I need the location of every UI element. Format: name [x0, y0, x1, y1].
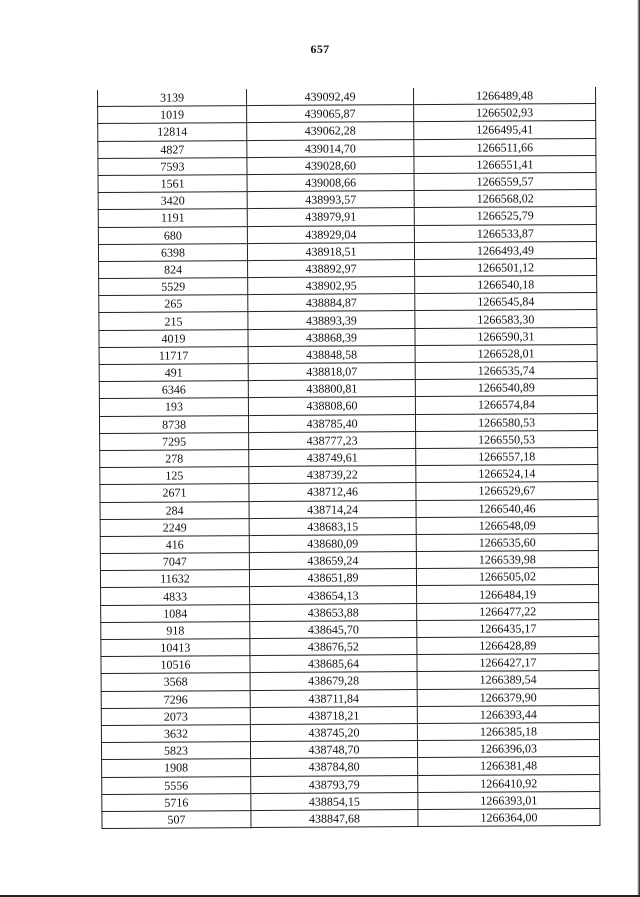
y-coordinate-cell: 1266495,41 — [414, 121, 596, 139]
y-coordinate-cell: 1266568,02 — [414, 190, 596, 208]
x-coordinate-cell: 438979,91 — [247, 208, 414, 226]
point-number-cell: 278 — [100, 450, 249, 468]
x-coordinate-cell: 438679,28 — [250, 672, 417, 690]
x-coordinate-cell: 438868,39 — [248, 328, 415, 346]
y-coordinate-cell: 1266502,93 — [414, 104, 596, 122]
x-coordinate-cell: 439065,87 — [247, 105, 414, 123]
point-number-cell: 3139 — [97, 89, 246, 107]
y-coordinate-cell: 1266583,30 — [415, 310, 597, 328]
x-coordinate-cell: 438683,15 — [249, 517, 416, 535]
y-coordinate-cell: 1266548,09 — [416, 516, 598, 534]
y-coordinate-cell: 1266364,00 — [418, 808, 600, 826]
x-coordinate-cell: 438902,95 — [248, 277, 415, 295]
x-coordinate-cell: 438800,81 — [248, 380, 415, 398]
point-number-cell: 1561 — [98, 175, 247, 193]
y-coordinate-cell: 1266529,67 — [416, 482, 598, 500]
point-number-cell: 284 — [100, 501, 249, 519]
y-coordinate-cell: 1266557,18 — [416, 447, 598, 465]
point-number-cell: 8738 — [99, 415, 248, 433]
x-coordinate-cell: 438676,52 — [250, 638, 417, 656]
x-coordinate-cell: 438854,15 — [251, 792, 418, 810]
point-number-cell: 5556 — [102, 776, 251, 794]
point-number-cell: 680 — [98, 226, 247, 244]
y-coordinate-cell: 1266389,54 — [417, 671, 599, 689]
y-coordinate-cell: 1266381,48 — [418, 757, 600, 775]
point-number-cell: 5823 — [101, 742, 250, 760]
y-coordinate-cell: 1266545,84 — [415, 293, 597, 311]
y-coordinate-cell: 1266427,17 — [417, 654, 599, 672]
y-coordinate-cell: 1266505,02 — [416, 568, 598, 586]
point-number-cell: 12814 — [98, 123, 247, 141]
point-number-cell: 1084 — [101, 604, 250, 622]
y-coordinate-cell: 1266559,57 — [414, 172, 596, 190]
y-coordinate-cell: 1266590,31 — [415, 327, 597, 345]
y-coordinate-cell: 1266580,53 — [415, 413, 597, 431]
y-coordinate-cell: 1266477,22 — [417, 602, 599, 620]
point-number-cell: 10516 — [101, 656, 250, 674]
point-number-cell: 918 — [101, 621, 250, 639]
point-number-cell: 215 — [99, 312, 248, 330]
x-coordinate-cell: 438745,20 — [250, 723, 417, 741]
coordinates-table — [97, 87, 601, 829]
x-coordinate-cell: 438929,04 — [247, 225, 414, 243]
x-coordinate-cell: 438749,61 — [249, 448, 416, 466]
y-coordinate-cell: 1266540,46 — [416, 499, 598, 517]
x-coordinate-cell: 438653,88 — [250, 603, 417, 621]
point-number-cell: 7593 — [98, 157, 247, 175]
point-number-cell: 1908 — [102, 759, 251, 777]
point-number-cell: 5716 — [102, 793, 251, 811]
x-coordinate-cell: 438993,57 — [247, 191, 414, 209]
y-coordinate-cell: 1266539,98 — [416, 551, 598, 569]
y-coordinate-cell: 1266396,03 — [417, 740, 599, 758]
y-coordinate-cell: 1266484,19 — [417, 585, 599, 603]
point-number-cell: 2073 — [101, 707, 250, 725]
y-coordinate-cell: 1266528,01 — [415, 344, 597, 362]
page-number: 657 — [310, 42, 330, 56]
point-number-cell: 7295 — [100, 432, 249, 450]
coordinates-table-body — [97, 87, 600, 829]
x-coordinate-cell: 438714,24 — [249, 500, 416, 518]
y-coordinate-cell: 1266393,44 — [417, 705, 599, 723]
point-number-cell: 125 — [100, 467, 249, 485]
y-coordinate-cell: 1266540,89 — [415, 379, 597, 397]
x-coordinate-cell: 438680,09 — [249, 534, 416, 552]
x-coordinate-cell: 438848,58 — [248, 345, 415, 363]
x-coordinate-cell: 438739,22 — [249, 466, 416, 484]
x-coordinate-cell: 438712,46 — [249, 483, 416, 501]
y-coordinate-cell: 1266501,12 — [415, 258, 597, 276]
x-coordinate-cell: 438685,64 — [250, 655, 417, 673]
y-coordinate-cell: 1266435,17 — [417, 619, 599, 637]
point-number-cell: 7296 — [101, 690, 250, 708]
x-coordinate-cell: 438918,51 — [247, 242, 414, 260]
point-number-cell: 824 — [99, 260, 248, 278]
point-number-cell: 5529 — [99, 278, 248, 296]
y-coordinate-cell: 1266535,74 — [415, 361, 597, 379]
x-coordinate-cell: 438748,70 — [250, 741, 417, 759]
point-number-cell: 3568 — [101, 673, 250, 691]
y-coordinate-cell: 1266551,41 — [414, 155, 596, 173]
point-number-cell: 416 — [100, 535, 249, 553]
point-number-cell: 10413 — [101, 639, 250, 657]
x-coordinate-cell: 438893,39 — [248, 311, 415, 329]
x-coordinate-cell: 438847,68 — [251, 809, 418, 827]
point-number-cell: 4019 — [99, 329, 248, 347]
point-number-cell: 507 — [102, 810, 251, 828]
point-number-cell: 2671 — [100, 484, 249, 502]
x-coordinate-cell: 438659,24 — [249, 552, 416, 570]
x-coordinate-cell: 438793,79 — [251, 775, 418, 793]
x-coordinate-cell: 438884,87 — [248, 294, 415, 312]
x-coordinate-cell: 438808,60 — [248, 397, 415, 415]
y-coordinate-cell: 1266428,89 — [417, 636, 599, 654]
point-number-cell: 265 — [99, 295, 248, 313]
y-coordinate-cell: 1266540,18 — [415, 276, 597, 294]
x-coordinate-cell: 439008,66 — [247, 174, 414, 192]
y-coordinate-cell: 1266379,90 — [417, 688, 599, 706]
y-coordinate-cell: 1266385,18 — [417, 722, 599, 740]
point-number-cell: 3420 — [98, 192, 247, 210]
x-coordinate-cell: 439062,28 — [247, 122, 414, 140]
point-number-cell: 2249 — [100, 518, 249, 536]
point-number-cell: 3632 — [101, 725, 250, 743]
point-number-cell: 6398 — [98, 243, 247, 261]
x-coordinate-cell: 438818,07 — [248, 363, 415, 381]
y-coordinate-cell: 1266535,60 — [416, 533, 598, 551]
x-coordinate-cell: 439092,49 — [246, 88, 413, 106]
x-coordinate-cell: 438711,84 — [250, 689, 417, 707]
point-number-cell: 193 — [99, 398, 248, 416]
x-coordinate-cell: 438651,89 — [249, 569, 416, 587]
y-coordinate-cell: 1266550,53 — [416, 430, 598, 448]
point-number-cell: 1019 — [98, 106, 247, 124]
point-number-cell: 4833 — [101, 587, 250, 605]
y-coordinate-cell: 1266511,66 — [414, 138, 596, 156]
y-coordinate-cell: 1266393,01 — [418, 791, 600, 809]
y-coordinate-cell: 1266524,14 — [416, 465, 598, 483]
x-coordinate-cell: 438892,97 — [248, 259, 415, 277]
point-number-cell: 6346 — [99, 381, 248, 399]
y-coordinate-cell: 1266533,87 — [414, 224, 596, 242]
y-coordinate-cell: 1266410,92 — [418, 774, 600, 792]
y-coordinate-cell: 1266574,84 — [415, 396, 597, 414]
x-coordinate-cell: 439028,60 — [247, 156, 414, 174]
x-coordinate-cell: 438784,80 — [251, 758, 418, 776]
y-coordinate-cell: 1266489,48 — [413, 87, 595, 105]
x-coordinate-cell: 438718,21 — [250, 706, 417, 724]
point-number-cell: 491 — [99, 364, 248, 382]
x-coordinate-cell: 438654,13 — [250, 586, 417, 604]
point-number-cell: 1191 — [98, 209, 247, 227]
point-number-cell: 7047 — [100, 553, 249, 571]
x-coordinate-cell: 438777,23 — [249, 431, 416, 449]
point-number-cell: 4827 — [98, 140, 247, 158]
x-coordinate-cell: 438785,40 — [248, 414, 415, 432]
y-coordinate-cell: 1266525,79 — [414, 207, 596, 225]
y-coordinate-cell: 1266493,49 — [414, 241, 596, 259]
point-number-cell: 11717 — [99, 346, 248, 364]
x-coordinate-cell: 439014,70 — [247, 139, 414, 157]
point-number-cell: 11632 — [100, 570, 249, 588]
x-coordinate-cell: 438645,70 — [250, 620, 417, 638]
table-row — [102, 808, 600, 828]
